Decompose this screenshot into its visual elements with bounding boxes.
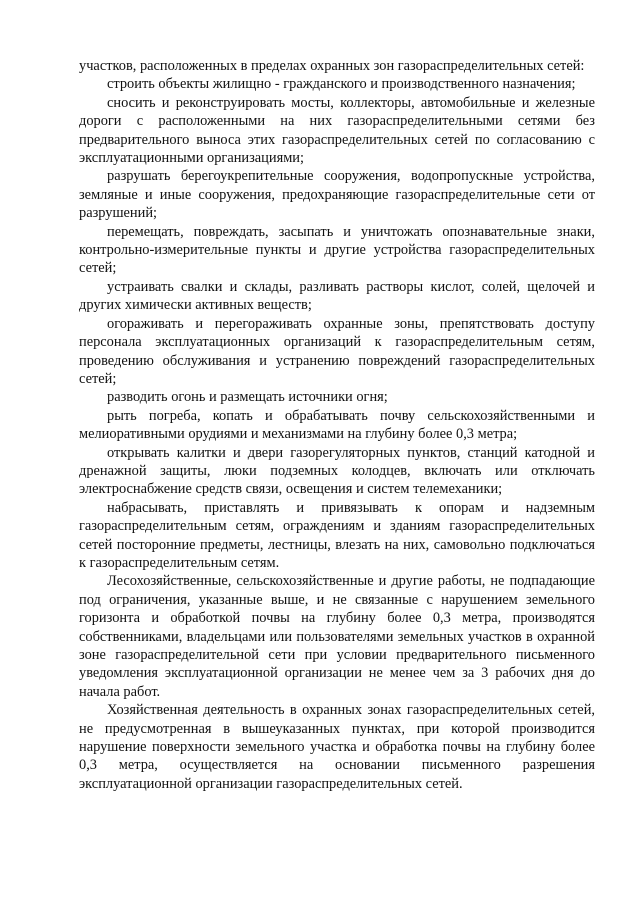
paragraph-signs-ban: перемещать, повреждать, засыпать и уничтожать опознавательные знаки, контрольно-измерительные пункты и другие устройства газораспределительных сетей; (79, 223, 595, 277)
paragraph-dumps-ban: устраивать свалки и склады, разливать растворы кислот, солей, щелочей и других химически активных веществ; (79, 278, 595, 314)
paragraph-digging-ban: рыть погреба, копать и обрабатывать почву сельскохозяйственными и мелиоративными орудиями и механизмами на глубину более 0,3 метра; (79, 407, 595, 443)
paragraph-fencing-ban: огораживать и перегораживать охранные зоны, препятствовать доступу персонала эксплуатационных организаций к газораспределительным сетям, проведению обслуживания и устранению повреждений газораспределительных сетей; (79, 315, 595, 387)
paragraph-economic-activity: Хозяйственная деятельность в охранных зонах газораспределительных сетей, не предусмотренная в вышеуказанных пунктах, при которой производится нарушение поверхности земельного участка и обработка почвы на глубину более 0,3 метра, осуществляется на основании письменного разрешения эксплуатационной организации газораспределительных сетей. (79, 702, 595, 792)
paragraph-fire-ban: разводить огонь и размещать источники огня; (107, 389, 388, 406)
paragraph-attach-ban: набрасывать, приставлять и привязывать к опорам и надземным газораспределительным сетям, ограждениям и зданиям газораспределительных сетей посторонние предметы, лестницы, влезать на них, самовольно подключаться к газораспределительным сетям. (79, 499, 595, 571)
paragraph-destroy-structures-ban: разрушать берегоукрепительные сооружения, водопропускные устройства, земляные и иные сооружения, предохраняющие газораспределительные сети от разрушений; (79, 168, 595, 222)
paragraph-build-ban: строить объекты жилищно - гражданского и производственного назначения; (107, 76, 576, 93)
paragraph-forestry-works: Лесохозяйственные, сельскохозяйственные и другие работы, не подпадающие под ограничения, указанные выше, и не связанные с нарушением земельного горизонта и обработкой почвы на глубину более 0,3 метра, производятся собственниками, владельцами или пользователями земельных участков в охранной зоне газораспределительной сети при условии предварительного письменного уведомления эксплуатационной организации не менее чем за 3 рабочих дня до начала работ. (79, 573, 595, 700)
paragraph-continuation: участков, расположенных в пределах охранных зон газораспределительных сетей: (79, 58, 585, 74)
paragraph-doors-ban: открывать калитки и двери газорегуляторных пунктов, станций катодной и дренажной защиты, люки подземных колодцев, включать или отключать электроснабжение средств связи, освещения и систем телемеханики; (79, 444, 595, 498)
paragraph-demolish-ban: сносить и реконструировать мосты, коллекторы, автомобильные и железные дороги с расположенными на них газораспределительными сетями без предварительного выноса этих газораспределительных сетей по согласованию с эксплуатационными организациями; (79, 94, 595, 167)
